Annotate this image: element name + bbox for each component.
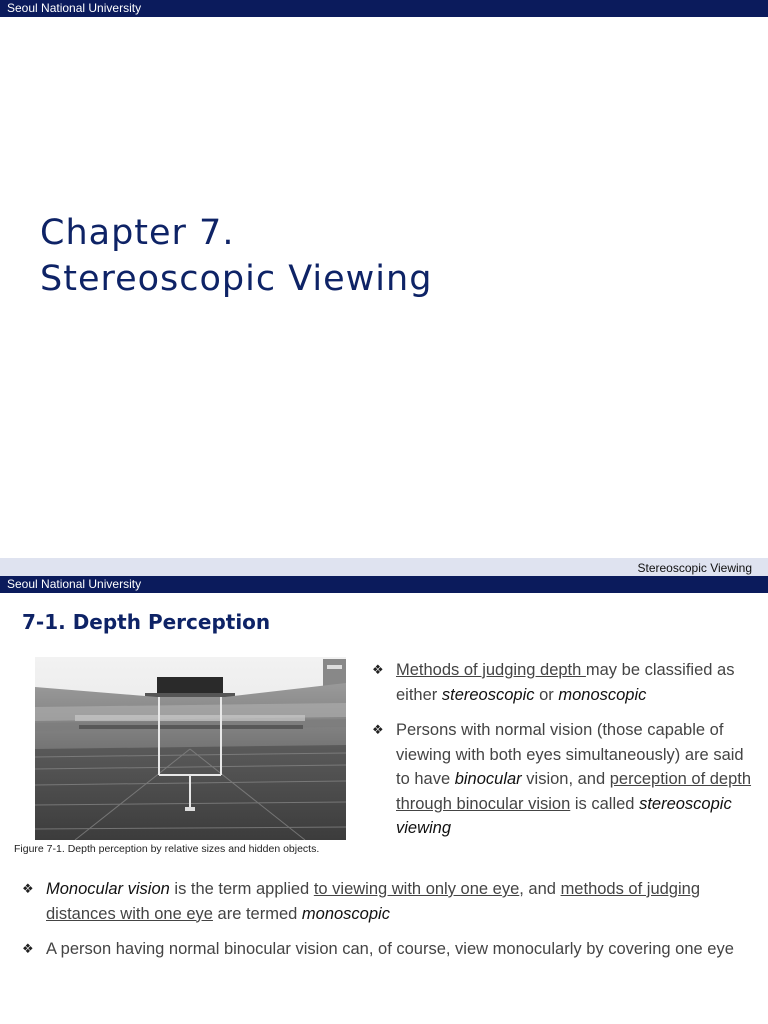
chapter-title-line1: Chapter 7. [40, 213, 235, 253]
stadium-figure [35, 657, 346, 840]
bullet-emphasis: monoscopic [301, 904, 390, 923]
diamond-bullet-icon: ❖ [372, 722, 384, 737]
bullet-emphasis: monoscopic [558, 685, 647, 704]
bullet-text: vision, and [521, 770, 610, 788]
bullet-item [372, 718, 757, 841]
university-bar: Seoul National University [0, 0, 768, 17]
bullet-emphasis: Monocular vision [46, 880, 170, 898]
bullet-text: , and [519, 880, 561, 898]
bullet-item [22, 937, 742, 962]
chapter-title-line2: Stereoscopic Viewing [40, 259, 433, 299]
bullet-text: Methods of judging depth [396, 661, 586, 679]
bullet-text: are termed [212, 904, 302, 923]
content-slide [0, 558, 768, 1024]
bullet-text: is the term applied [169, 880, 314, 898]
bullet-text: A person having normal binocular vision can, of course, view monocularly by covering one eye [46, 940, 734, 958]
bullet-item [22, 877, 742, 926]
bullet-text: is called [570, 794, 640, 813]
bullet-list-bottom [22, 877, 742, 973]
bullet-emphasis: stereoscopic viewing [396, 794, 732, 837]
figure-caption: Figure 7-1. Depth perception by relative sizes and hidden objects. [14, 843, 320, 855]
bullet-text: perception of depth through binocular vision [396, 770, 752, 813]
bullet-emphasis: binocular [454, 770, 522, 788]
chapter-title [40, 210, 432, 302]
diamond-bullet-icon: ❖ [22, 881, 34, 896]
section-heading: 7-1. Depth Perception [22, 610, 271, 634]
bullet-text: Persons with normal vision (those capable of viewing with both eyes simultaneously) are said to have [396, 721, 744, 788]
topic-strip [0, 558, 768, 576]
diamond-bullet-icon: ❖ [22, 941, 34, 956]
bullet-text: may be classified as either [396, 661, 735, 704]
topic-label: Stereoscopic Viewing [637, 561, 752, 575]
bullet-list-right [372, 658, 757, 852]
bullet-item [372, 658, 757, 707]
bullet-emphasis: stereoscopic [441, 685, 535, 704]
bullet-text: to viewing with only one eye [313, 880, 520, 898]
diamond-bullet-icon: ❖ [372, 662, 384, 677]
stadium-image [35, 657, 346, 840]
bullet-text: or [534, 685, 559, 704]
university-bar: Seoul National University [0, 576, 768, 593]
bullet-text: methods of judging distances with one eye [46, 880, 700, 923]
